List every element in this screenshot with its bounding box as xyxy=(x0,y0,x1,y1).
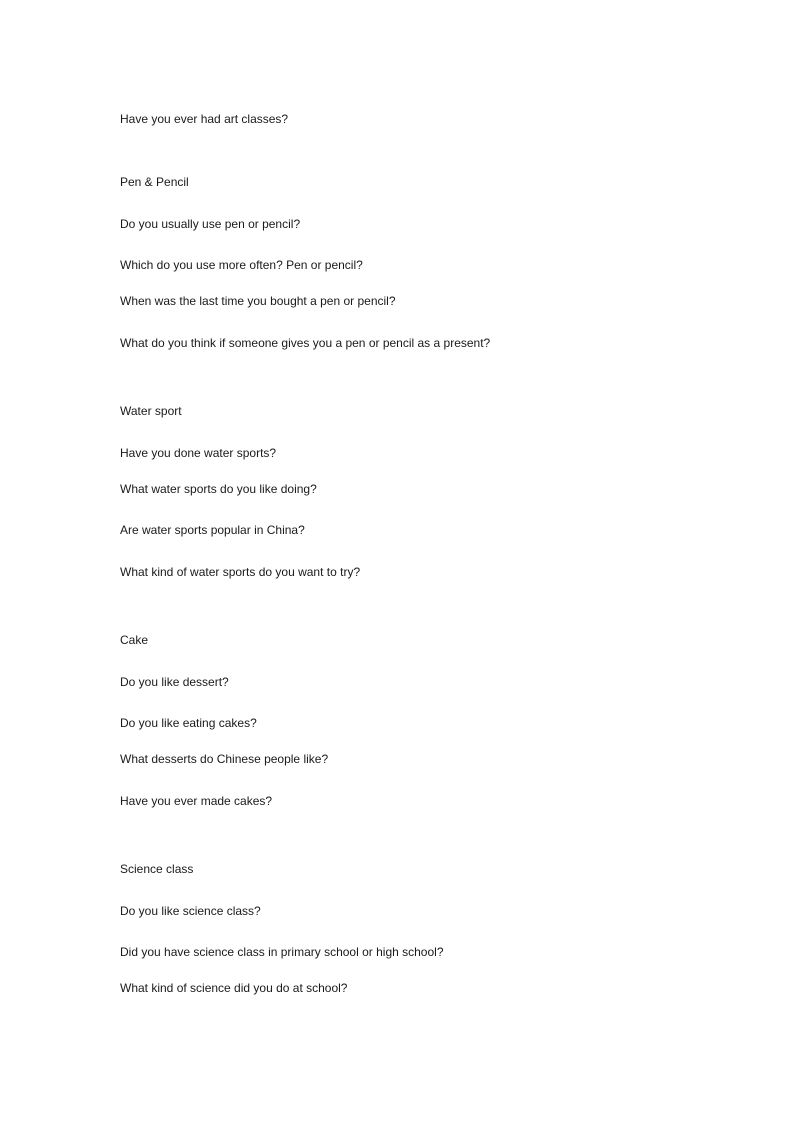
question-item: When was the last time you bought a pen or pencil? xyxy=(120,294,396,308)
question-item: Do you like eating cakes? xyxy=(120,716,257,730)
question-item: What water sports do you like doing? xyxy=(120,482,317,496)
question-item: What kind of water sports do you want to try? xyxy=(120,565,361,579)
question-item: What desserts do Chinese people like? xyxy=(120,752,329,766)
intro-question: Have you ever had art classes? xyxy=(120,112,289,126)
question-item: Do you usually use pen or pencil? xyxy=(120,217,301,231)
question-item: Do you like dessert? xyxy=(120,675,229,689)
question-item: Do you like science class? xyxy=(120,904,261,918)
question-item: What kind of science did you do at school? xyxy=(120,981,348,995)
question-item: Are water sports popular in China? xyxy=(120,523,305,537)
question-item: Have you ever made cakes? xyxy=(120,794,273,808)
question-item: What do you think if someone gives you a pen or pencil as a present? xyxy=(120,336,491,350)
section-title-science-class: Science class xyxy=(120,862,194,876)
section-title-cake: Cake xyxy=(120,633,149,647)
question-item: Have you done water sports? xyxy=(120,446,277,460)
section-title-pen-pencil: Pen & Pencil xyxy=(120,175,189,189)
question-item: Did you have science class in primary school or high school? xyxy=(120,945,444,959)
section-title-water-sport: Water sport xyxy=(120,404,182,418)
question-item: Which do you use more often? Pen or pencil? xyxy=(120,258,363,272)
